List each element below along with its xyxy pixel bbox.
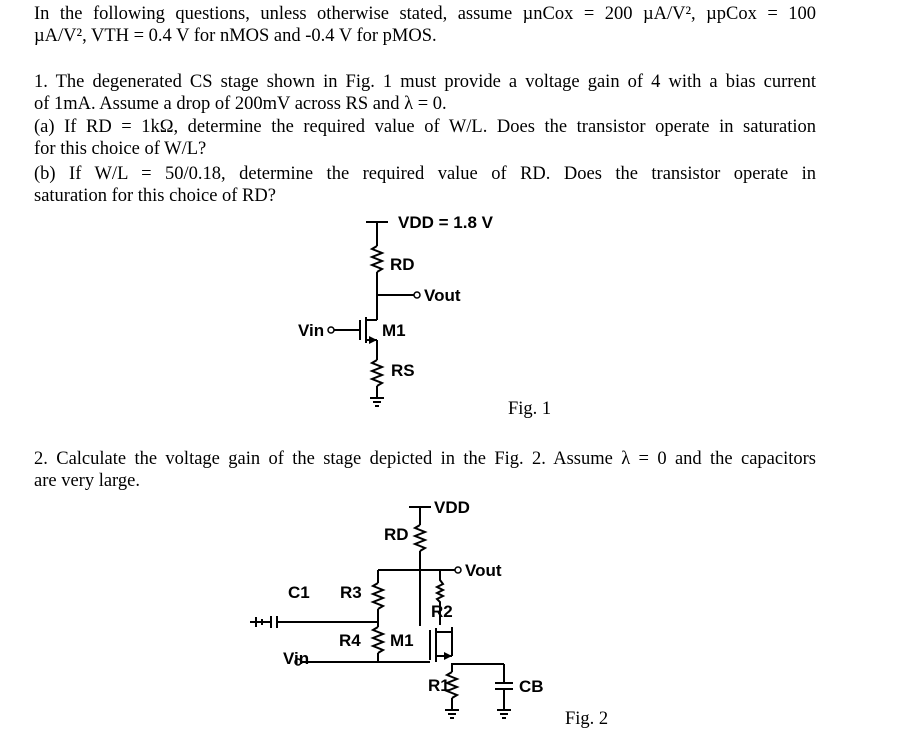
fig2-m1-transistor bbox=[295, 627, 452, 672]
fig1-caption: Fig. 1 bbox=[508, 399, 552, 419]
fig2-vdd-label: VDD bbox=[434, 498, 470, 517]
fig2-r4-resistor bbox=[373, 627, 383, 653]
fig1-rs-label: RS bbox=[391, 361, 415, 380]
fig2-rd-resistor bbox=[415, 525, 425, 551]
fig1-m1-label: M1 bbox=[382, 321, 406, 340]
q2-line-1: 2. Calculate the voltage gain of the stage depicted in the Fig. 2. Assume λ = 0 and the capacitors bbox=[34, 449, 816, 469]
q1-line-4: for this choice of W/L? bbox=[34, 139, 207, 159]
fig2-r2-label: R2 bbox=[431, 602, 453, 621]
q1-line-2: of 1mA. Assume a drop of 200mV across RS and λ = 0. bbox=[34, 94, 447, 114]
fig2-r2-resistor bbox=[437, 577, 443, 605]
q1-line-5: (b) If W/L = 50/0.18, determine the required value of RD. Does the transistor operate in bbox=[34, 164, 816, 184]
fig2-cb-capacitor bbox=[452, 664, 513, 710]
fig2-r4-label: R4 bbox=[339, 631, 361, 650]
fig2-vdd-rail bbox=[409, 507, 431, 525]
fig2-r3-resistor bbox=[373, 583, 383, 609]
fig1-vout-label: Vout bbox=[424, 286, 461, 305]
fig2-ground-icon-r1 bbox=[445, 698, 459, 718]
fig2-r1-label: R1 bbox=[428, 676, 450, 695]
q1-line-6: saturation for this choice of RD? bbox=[34, 186, 276, 206]
fig2-c1-capacitor bbox=[250, 616, 378, 628]
fig2-ground-icon-cb bbox=[497, 710, 511, 718]
fig2-r3-label: R3 bbox=[340, 583, 362, 602]
fig2-rd-label: RD bbox=[384, 525, 409, 544]
fig2-vout-label: Vout bbox=[465, 561, 502, 580]
q2-line-2: are very large. bbox=[34, 471, 140, 491]
fig1-vin-label: Vin bbox=[298, 321, 325, 340]
intro-line-1: In the following questions, unless otherwise stated, assume µnCox = 200 µA/V², µpCox = 100 bbox=[34, 4, 816, 24]
fig2-vin-label: Vin bbox=[283, 649, 310, 668]
fig1-rd-label: RD bbox=[390, 255, 415, 274]
q1-line-3: (a) If RD = 1kΩ, determine the required value of W/L. Does the transistor operate in saturation bbox=[34, 117, 816, 137]
intro-line-2: µA/V², VTH = 0.4 V for nMOS and -0.4 V for pMOS. bbox=[34, 26, 437, 46]
fig2-caption: Fig. 2 bbox=[565, 709, 609, 729]
fig2-cb-label: CB bbox=[519, 677, 544, 696]
q1-line-1: 1. The degenerated CS stage shown in Fig. 1 must provide a voltage gain of 4 with a bias current bbox=[34, 72, 816, 92]
fig2-m1-label: M1 bbox=[390, 631, 414, 650]
fig1-vdd-label: VDD = 1.8 V bbox=[398, 213, 493, 232]
fig2-c1-label: C1 bbox=[288, 583, 310, 602]
